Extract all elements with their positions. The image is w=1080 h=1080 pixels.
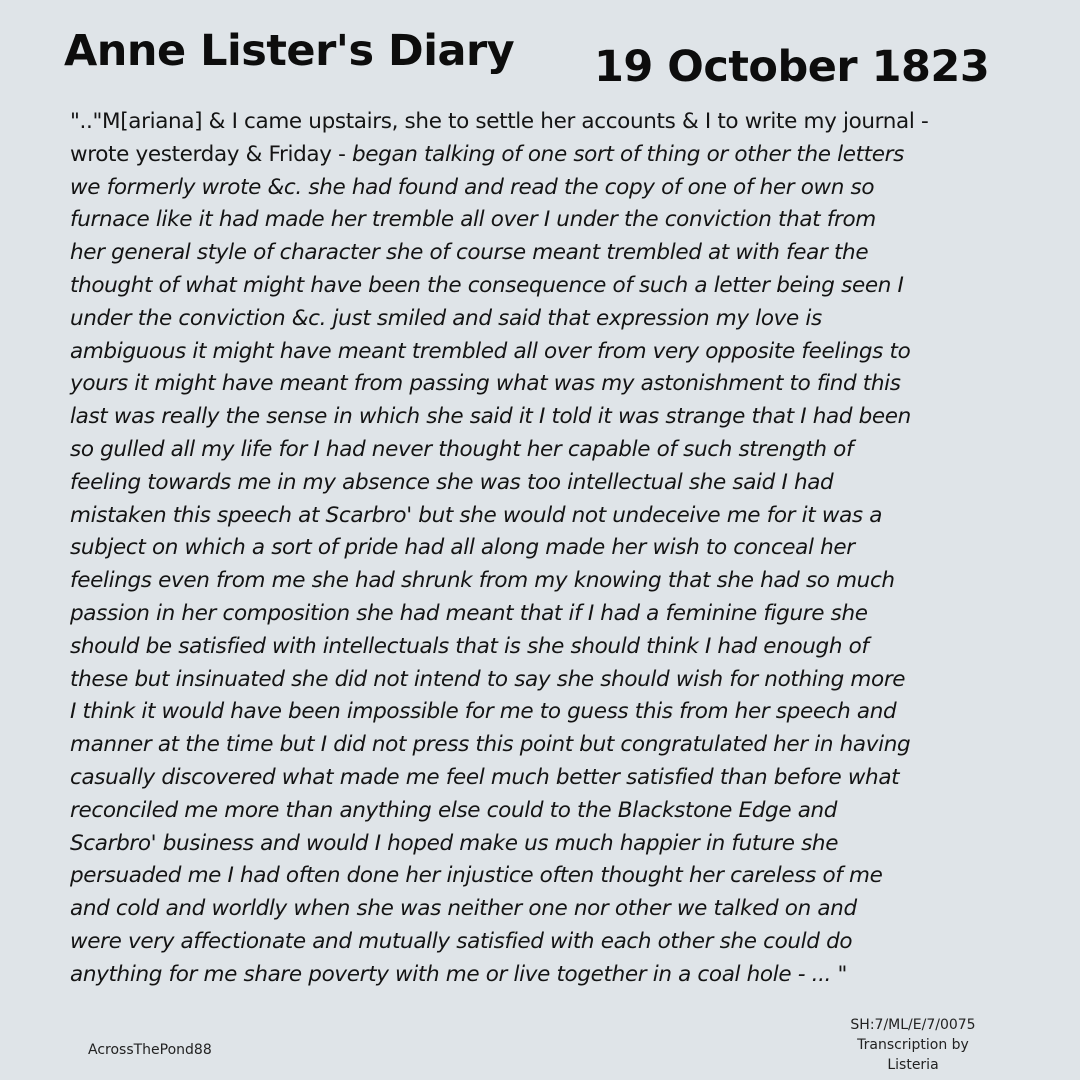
entry-line — [70, 467, 1018, 500]
entry-line-italic: casually discovered what made me feel much better satisfied than before what — [70, 764, 900, 790]
entry-line-italic: I think it would have been impossible for me to guess this from her speech and — [70, 699, 897, 725]
entry-line — [70, 631, 1018, 664]
entry-date: 19 October 1823 — [594, 42, 990, 92]
entry-line — [70, 401, 1018, 434]
transcriber-name: Listeria — [887, 1057, 939, 1073]
entry-line-italic: and cold and worldly when she was neither one nor other we talked on and — [70, 896, 857, 922]
diary-entry-text — [70, 106, 1018, 992]
entry-line — [70, 204, 1018, 237]
entry-line-plain: wrote yesterday & Friday - — [70, 141, 352, 167]
entry-line — [70, 434, 1018, 467]
entry-line-italic: last was really the sense in which she said it I told it was strange that I had been — [70, 404, 911, 430]
archive-reference: SH:7/ML/E/7/0075 — [850, 1017, 976, 1033]
entry-line-italic: we formerly wrote &c. she had found and read the copy of one of her own so — [70, 174, 875, 200]
entry-line — [70, 303, 1018, 336]
entry-line — [70, 139, 1018, 172]
entry-line-italic: anything for me share poverty with me or live together in a coal hole - ... " — [70, 961, 848, 987]
transcription-credit: Transcription by — [857, 1037, 969, 1053]
entry-line — [70, 729, 1018, 762]
entry-line — [70, 696, 1018, 729]
entry-line-italic: furnace like it had made her tremble all over I under the conviction that from — [70, 207, 876, 233]
entry-line-italic: yours it might have meant from passing what was my astonishment to find this — [70, 371, 901, 397]
entry-line-italic: began talking of one sort of thing or other the letters — [352, 141, 904, 167]
entry-line-italic: passion in her composition she had meant that if I had a feminine figure she — [70, 600, 868, 626]
entry-line-italic: subject on which a sort of pride had all along made her wish to conceal her — [70, 535, 855, 561]
entry-line-italic: these but insinuated she did not intend to say she should wish for nothing more — [70, 666, 906, 692]
entry-line — [70, 762, 1018, 795]
entry-line — [70, 828, 1018, 861]
entry-line-italic: manner at the time but I did not press this point but congratulated her in having — [70, 732, 911, 758]
entry-line — [70, 368, 1018, 401]
entry-line — [70, 926, 1018, 959]
entry-line — [70, 893, 1018, 926]
entry-line — [70, 172, 1018, 205]
entry-line-italic: feeling towards me in my absence she was too intellectual she said I had — [70, 469, 834, 495]
entry-line-italic: feelings even from me she had shrunk from my knowing that she had so much — [70, 568, 895, 594]
entry-line — [70, 336, 1018, 369]
entry-line-italic: persuaded me I had often done her injustice often thought her careless of me — [70, 863, 883, 889]
entry-line — [70, 664, 1018, 697]
entry-line-italic: under the conviction &c. just smiled and said that expression my love is — [70, 305, 822, 331]
entry-line — [70, 270, 1018, 303]
source-citation — [828, 1015, 998, 1075]
entry-line-italic: her general style of character she of course meant trembled at with fear the — [70, 240, 869, 266]
entry-line-italic: Scarbro' business and would I hoped make us much happier in future she — [70, 830, 839, 856]
entry-line-italic: reconciled me more than anything else could to the Blackstone Edge and — [70, 797, 838, 823]
page-title: Anne Lister's Diary — [64, 26, 515, 76]
entry-line — [70, 532, 1018, 565]
entry-line — [70, 237, 1018, 270]
entry-line-italic: were very affectionate and mutually satisfied with each other she could do — [70, 928, 853, 954]
entry-line — [70, 795, 1018, 828]
entry-line — [70, 860, 1018, 893]
entry-line — [70, 959, 1018, 992]
entry-line — [70, 106, 1018, 139]
entry-line — [70, 500, 1018, 533]
entry-line-italic: thought of what might have been the consequence of such a letter being seen I — [70, 272, 904, 298]
entry-line-italic: should be satisfied with intellectuals that is she should think I had enough of — [70, 633, 869, 659]
entry-line-italic: so gulled all my life for I had never thought her capable of such strength of — [70, 436, 854, 462]
entry-line — [70, 565, 1018, 598]
entry-line-italic: ambiguous it might have meant trembled all over from very opposite feelings to — [70, 338, 911, 364]
entry-line-italic: mistaken this speech at Scarbro' but she would not undeceive me for it was a — [70, 502, 883, 528]
entry-line-plain: ".."M[ariana] & I came upstairs, she to settle her accounts & I to write my journal - — [70, 109, 929, 134]
entry-line — [70, 598, 1018, 631]
author-handle: AcrossThePond88 — [88, 1042, 212, 1058]
